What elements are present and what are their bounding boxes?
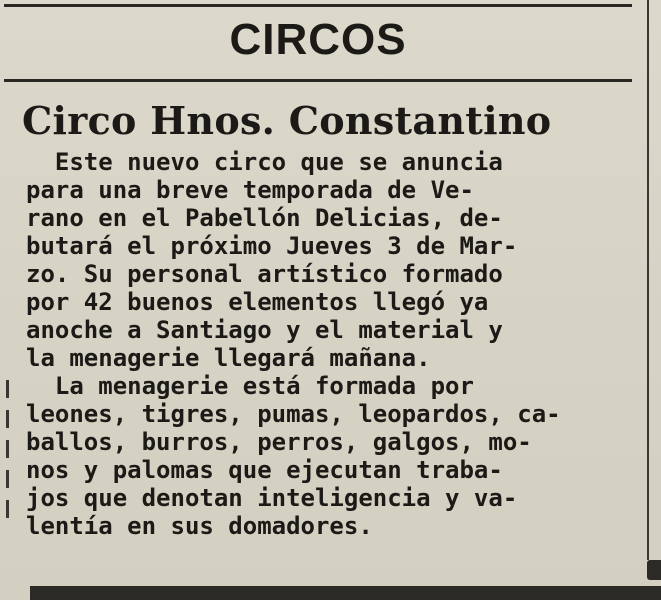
section-divider [4, 79, 632, 82]
paragraph1-line: anoche a Santiago y el material y [26, 316, 503, 344]
article-headline: Circo Hnos. Constantino [22, 98, 552, 143]
top-rule [4, 4, 632, 7]
column-edge-right [647, 0, 649, 560]
paragraph2-line: La menagerie está formada por [26, 372, 474, 400]
bottom-rule [30, 586, 661, 600]
paragraph2-line: jos que denotan inteligencia y va- [26, 484, 518, 512]
paragraph1-line: por 42 buenos elementos llegó ya [26, 288, 489, 316]
paragraph2-line: leones, tigres, pumas, leopardos, ca- [26, 400, 561, 428]
column-edge-left-marks [6, 380, 9, 520]
paragraph2-line: ballos, burros, perros, galgos, mo- [26, 428, 532, 456]
paragraph1-line: la menagerie llegará mañana. [26, 344, 431, 372]
paragraph2-line: lentía en sus domadores. [26, 512, 373, 540]
corner-mark [647, 560, 661, 580]
paragraph2-line: nos y palomas que ejecutan traba- [26, 456, 503, 484]
paragraph1-line: butará el próximo Jueves 3 de Mar- [26, 232, 518, 260]
paragraph1-line: rano en el Pabellón Delicias, de- [26, 204, 503, 232]
section-title: CIRCOS [229, 15, 407, 64]
paragraph1-line: Este nuevo circo que se anuncia [26, 148, 503, 176]
paragraph1-line: zo. Su personal artístico formado [26, 260, 503, 288]
article-body [26, 148, 630, 540]
paragraph1-line: para una breve temporada de Ve- [26, 176, 474, 204]
